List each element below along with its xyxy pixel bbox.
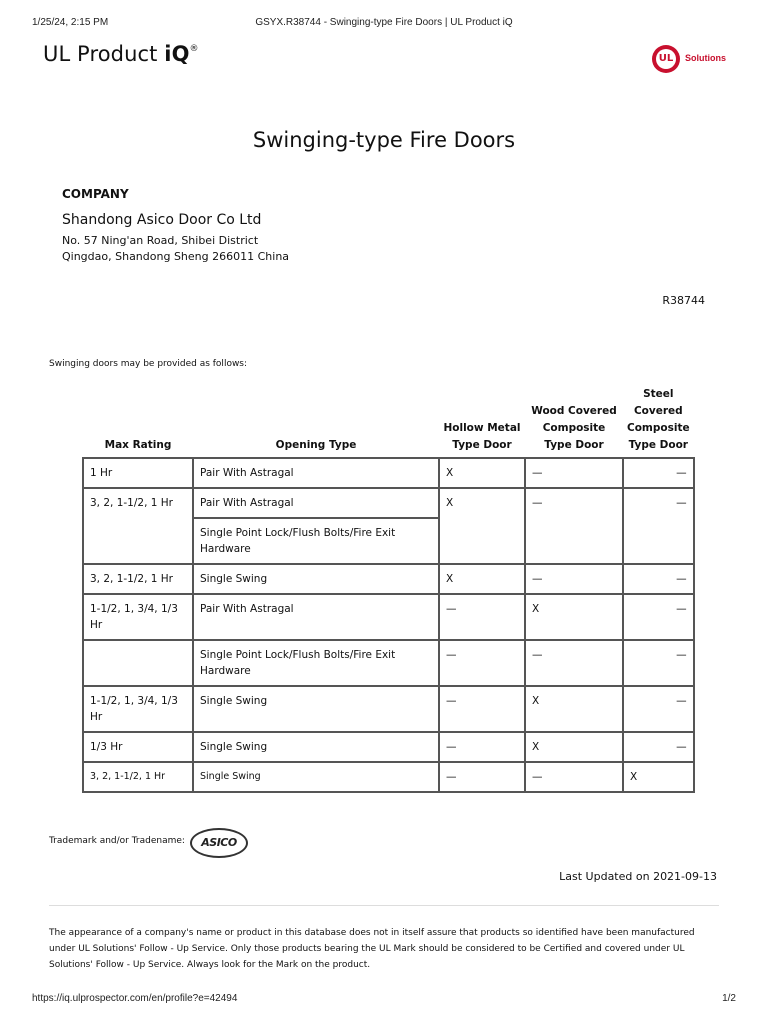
- company-address-line1: No. 57 Ning'an Road, Shibei District: [62, 234, 259, 247]
- header-max-rating: Max Rating: [104, 439, 172, 451]
- cell-opening: Single Point Lock/Flush Bolts/Fire Exit Hardware: [193, 518, 439, 564]
- cell-wood: —: [525, 640, 623, 686]
- cell-opening: Single Swing: [193, 686, 439, 732]
- cell-rating: [83, 640, 193, 686]
- cell-rating: 1 Hr: [83, 458, 193, 488]
- cell-wood: —: [525, 458, 623, 488]
- cell-steel: X: [623, 762, 694, 792]
- cell-wood: X: [525, 732, 623, 762]
- brand-iq: iQ: [164, 42, 190, 66]
- cell-steel: —: [623, 640, 694, 686]
- table-row: [83, 762, 694, 792]
- page-title: Swinging-type Fire Doors: [252, 128, 516, 152]
- table-row: [83, 732, 694, 762]
- cell-steel: —: [623, 564, 694, 594]
- cell-steel: —: [623, 686, 694, 732]
- ul-mark-text: UL: [656, 49, 676, 69]
- cell-wood: —: [525, 488, 623, 564]
- cell-rating: 1-1/2, 1, 3/4, 1/3 Hr: [83, 594, 193, 640]
- cell-hollow: —: [439, 594, 525, 640]
- header-opening-type: Opening Type: [275, 439, 357, 451]
- cell-wood: X: [525, 594, 623, 640]
- cell-rating: 1-1/2, 1, 3/4, 1/3 Hr: [83, 686, 193, 732]
- cell-steel: —: [623, 732, 694, 762]
- brand-text: UL Product: [43, 42, 165, 66]
- ul-mark-icon: [652, 45, 680, 73]
- cell-wood: X: [525, 686, 623, 732]
- cell-hollow: X: [439, 488, 525, 564]
- disclaimer-text: The appearance of a company's name or product in this database does not in itself assure that products so identified have been manufactured under UL Solutions' Follow - Up Service. Only those products bearing the UL Mark should be considered to be Certified and covered under UL Solutions' Follow - Up Service. Always look for the Mark on the product.: [49, 928, 695, 970]
- table-row: [83, 488, 694, 518]
- cell-opening: Single Point Lock/Flush Bolts/Fire Exit Hardware: [193, 640, 439, 686]
- company-name: Shandong Asico Door Co Ltd: [62, 212, 262, 228]
- print-title: GSYX.R38744 - Swinging-type Fire Doors | UL Product iQ: [255, 17, 513, 28]
- trademark-label: Trademark and/or Tradename:: [49, 836, 185, 846]
- ul-product-iq-logo[interactable]: [43, 42, 199, 66]
- cell-hollow: X: [439, 458, 525, 488]
- table-row: [83, 458, 694, 488]
- table-header-row: [83, 383, 694, 458]
- cell-opening: Pair With Astragal: [193, 458, 439, 488]
- cell-wood: —: [525, 564, 623, 594]
- ul-solutions-logo[interactable]: [652, 45, 732, 77]
- cell-wood: —: [525, 762, 623, 792]
- cell-opening: Single Swing: [193, 564, 439, 594]
- cell-steel: —: [623, 458, 694, 488]
- table-row: [83, 640, 694, 686]
- company-address-line2: Qingdao, Shandong Sheng 266011 China: [62, 250, 290, 263]
- door-table: [82, 383, 695, 793]
- header-steel-covered: Steel Covered Composite Type Door: [627, 388, 690, 451]
- print-page-number: 1/2: [722, 993, 736, 1004]
- divider: [49, 905, 719, 906]
- cell-opening: Pair With Astragal: [193, 488, 439, 518]
- print-date: 1/25/24, 2:15 PM: [32, 17, 109, 28]
- last-updated: Last Updated on 2021-09-13: [559, 870, 717, 883]
- cell-rating: 3, 2, 1-1/2, 1 Hr: [83, 488, 193, 564]
- cell-steel: —: [623, 594, 694, 640]
- company-section-label: COMPANY: [62, 187, 129, 201]
- cell-opening: Pair With Astragal: [193, 594, 439, 640]
- asico-logo-icon: ASICO: [190, 828, 248, 858]
- file-number: R38744: [662, 294, 705, 307]
- cell-opening: Single Swing: [193, 762, 439, 792]
- intro-text: Swinging doors may be provided as follows:: [49, 359, 248, 369]
- print-url[interactable]: https://iq.ulprospector.com/en/profile?e=42494: [32, 993, 238, 1004]
- table-row: [83, 594, 694, 640]
- print-footer: [32, 993, 736, 1004]
- ul-solutions-label: Solutions: [685, 53, 726, 63]
- cell-rating: 3, 2, 1-1/2, 1 Hr: [83, 762, 193, 792]
- cell-opening: Single Swing: [193, 732, 439, 762]
- brand-reg: ®: [189, 44, 199, 54]
- cell-hollow: —: [439, 686, 525, 732]
- cell-hollow: —: [439, 762, 525, 792]
- header-wood-covered: Wood Covered Composite Type Door: [531, 405, 617, 451]
- cell-hollow: —: [439, 732, 525, 762]
- table-row: [83, 564, 694, 594]
- cell-rating: 1/3 Hr: [83, 732, 193, 762]
- cell-rating: 3, 2, 1-1/2, 1 Hr: [83, 564, 193, 594]
- header-hollow-metal: Hollow Metal Type Door: [443, 422, 521, 451]
- cell-hollow: X: [439, 564, 525, 594]
- cell-steel: —: [623, 488, 694, 564]
- cell-hollow: —: [439, 640, 525, 686]
- table-row: [83, 686, 694, 732]
